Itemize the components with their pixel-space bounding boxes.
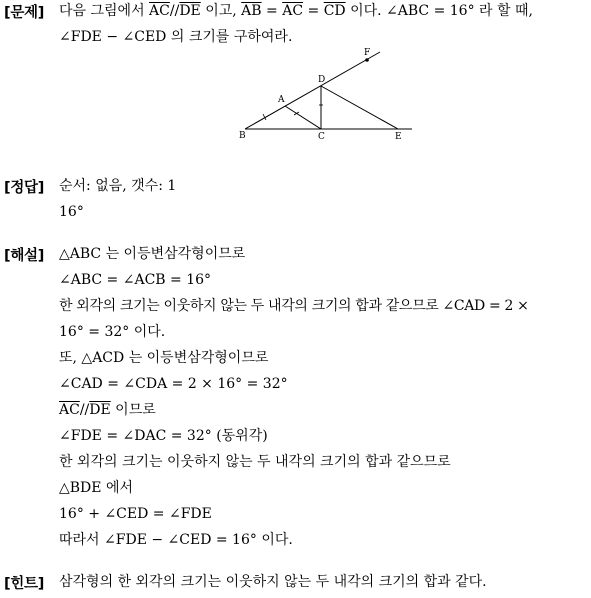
explanation-body	[59, 244, 589, 556]
problem-label: [문제]	[4, 5, 45, 21]
hint-body	[59, 572, 589, 598]
explanation-line-6: ∠CAD = ∠CDA = 2 × 16° = 32°	[59, 376, 288, 392]
parallel-symbol-exp: //	[79, 402, 90, 418]
hint-text: 삼각형의 한 외각의 크기는 이웃하지 않는 두 내각의 크기의 합과 같다.	[59, 574, 487, 590]
segment-de: $\overline{DE}$	[179, 3, 201, 19]
explanation-line-4: 16° = 32° 이다.	[59, 324, 166, 340]
explanation-line-12: 따라서 ∠FDE − ∠CED = 16° 이다.	[59, 532, 293, 548]
equals-2: =	[303, 3, 324, 19]
answer-line-2: 16°	[59, 204, 84, 220]
explanation-line-11: 16° + ∠CED = ∠FDE	[59, 506, 212, 522]
explanation-line-parallel	[59, 400, 589, 426]
hint-label: [힌트]	[4, 576, 45, 592]
explanation-line-2: ∠ABC = ∠ACB = 16°	[59, 272, 212, 288]
line-a-c	[285, 106, 321, 129]
line-d-e	[321, 86, 398, 129]
explanation-label: [해설]	[4, 248, 45, 264]
label-c: C	[318, 132, 325, 142]
problem-text-1: 다음 그림에서	[59, 3, 150, 19]
line-b-f	[245, 52, 380, 129]
explanation-line-10: △BDE 에서	[59, 480, 133, 496]
answer-body	[59, 176, 589, 228]
segment-ab: $\overline{AB}$	[241, 3, 262, 19]
segment-ac-exp: $\overline{AC}$	[59, 402, 80, 418]
label-a: A	[278, 95, 285, 105]
problem-text-2: 이고,	[200, 3, 242, 19]
parallel-symbol: //	[169, 3, 180, 19]
problem-line-2: ∠FDE − ∠CED 의 크기를 구하여라.	[59, 29, 293, 45]
label-e: E	[395, 132, 402, 142]
explanation-line-5: 또, △ACD 는 이등변삼각형이므로	[59, 350, 269, 366]
label-f: F	[364, 48, 371, 58]
segment-ac: $\overline{AC}$	[149, 3, 170, 19]
segment-ac-2: $\overline{AC}$	[282, 3, 304, 19]
explanation-line-3: 한 외각의 크기는 이웃하지 않는 두 내각의 크기의 합과 같으므로 ∠CAD = 2 ×	[59, 298, 529, 314]
point-f-dot	[365, 58, 369, 62]
label-b: B	[239, 131, 246, 141]
equals-1: =	[261, 3, 283, 19]
segment-de-exp: $\overline{DE}$	[89, 402, 111, 418]
problem-line-1	[59, 1, 589, 27]
segment-cd: $\overline{CD}$	[323, 3, 346, 19]
problem-text-3: 이다. ∠ABC = 16° 라 할 때,	[345, 3, 533, 19]
answer-label: [정답]	[4, 180, 45, 196]
explanation-line-9: 한 외각의 크기는 이웃하지 않는 두 내각의 크기의 합과 같으므로	[59, 454, 451, 470]
explanation-line-8: ∠FDE = ∠DAC = 32° (동위각)	[59, 428, 268, 444]
explanation-line-1: △ABC 는 이등변삼각형이므로	[59, 246, 246, 262]
label-d: D	[318, 75, 326, 85]
answer-line-1: 순서: 없음, 갯수: 1	[59, 178, 177, 194]
parallel-tail: 이므로	[110, 402, 156, 418]
geometry-figure	[234, 45, 434, 145]
